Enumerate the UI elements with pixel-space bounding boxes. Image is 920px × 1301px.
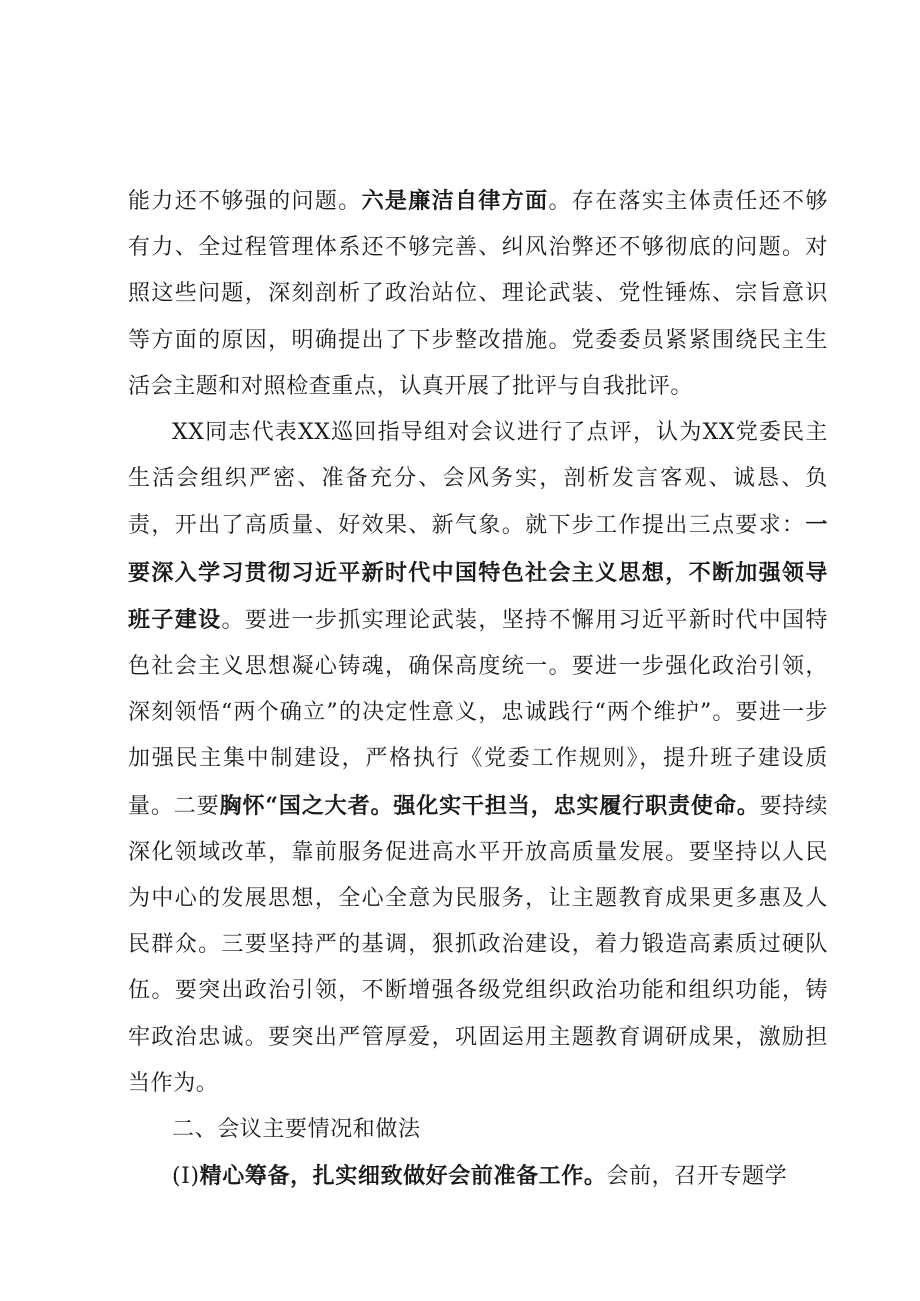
bold-phrase: 胸怀“国之大者。强化实干担当，忠实履行职责使命。 <box>219 792 760 819</box>
paragraph-text: (I) <box>172 1164 200 1190</box>
bold-phrase: 精心筹备，扎实细致做好会前准备工作。 <box>199 1163 607 1190</box>
paragraph-preparation <box>128 1153 828 1200</box>
paragraph-text: 会前，召开专题学 <box>606 1164 788 1190</box>
paragraph-text: 能力还不够强的问题。 <box>128 189 362 214</box>
section-heading: 二、会议主要情况和做法 <box>172 1117 421 1143</box>
paragraph-text: 。要进一步抓实理论武装，坚持不懈用习近平新时代中国特色社会主义思想凝心铸魂，确保高度统一。要进一步强化政治引领，深刻领悟“两个确立”的决定性意义，忠诚践行“两个维护”。要进一步加强民主集中制建设，严格执行《党委工作规则》，提升班子建设质量。二要 <box>128 607 828 819</box>
bold-phrase: 一要深入学习贯彻习近平新时代中国特色社会主义思想，不断加强领导班子建设 <box>128 512 828 633</box>
document-body <box>128 178 828 1200</box>
paragraph-text: 。存在落实主体责任还不够有力、全过程管理体系还不够完善、纠风治弊还不够彻底的问题。对照这些问题，深刻剖析了政治站位、理论武装、党性锤炼、宗旨意识等方面的原因，明确提出了下步整改措施。党委委员紧紧围绕民主生活会主题和对照检查重点，认真开展了批评与自我批评。 <box>128 189 828 399</box>
bold-phrase: 六是廉洁自律方面 <box>361 188 549 214</box>
paragraph-review-comments <box>128 410 828 1107</box>
paragraph-integrity-section <box>128 178 828 410</box>
paragraph-text: XX同志代表XX巡回指导组对会议进行了点评，认为XX党委民主生活会组织严密、准备充分、会风务实，剖析发言客观、诚恳、负责，开出了高质量、好效果、新气象。就下步工作提出三点要求： <box>128 420 828 539</box>
paragraph-text: 要持续深化领域改革，靠前服务促进高水平开放高质量发展。要坚持以人民为中心的发展思想，全心全意为民服务，让主题教育成果更多惠及人民群众。三要坚持严的基调，狠抓政治建设，着力锻造高素质过硬队伍。要突出政治引领，不断增强各级党组织政治功能和组织功能，铸牢政治忠诚。要突出严管厚爱，巩固运用主题教育调研成果，激励担当作为。 <box>128 793 828 1096</box>
